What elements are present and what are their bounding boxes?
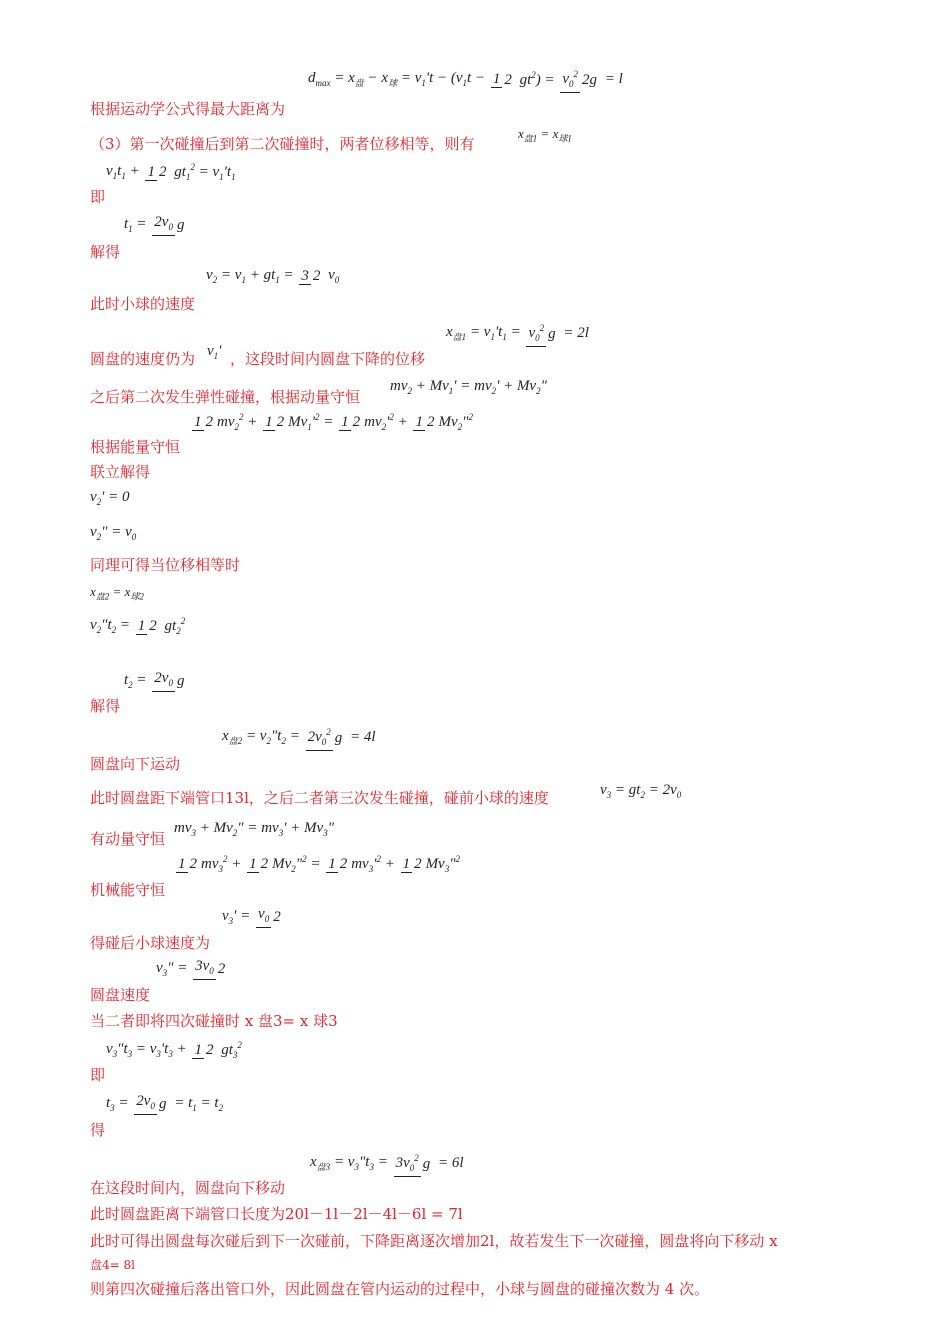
text-line: 解得 xyxy=(90,697,121,715)
formula-displacement-equal: $x_{盘1} = x_{球1}$ xyxy=(518,126,572,144)
text-line: 则第四次碰撞后落出管口外，因此圆盘在管内运动的过程中，小球与圆盘的碰撞次数为 4 次。 xyxy=(90,1280,710,1298)
formula-eq3: $v_3"t_3 = v_3't_3 + 1$ 2 $gt_3^2$ xyxy=(106,1040,242,1060)
text-line: 机械能守恒 xyxy=(90,881,166,899)
formula-t3: $t_3 = 2v_0$ $g = t_1 = t_2$ xyxy=(106,1093,224,1113)
formula-xpan1: $x_{盘1} = v_1't_1 = v_0^2$ g = 2l xyxy=(446,320,589,347)
text-line: ，这段时间内圆盘下降的位移 xyxy=(230,350,426,368)
formula-v2dprime: $v_2$" = $v_0$ xyxy=(90,524,137,542)
text-line: 在这段时间内，圆盘向下移动 xyxy=(90,1179,286,1197)
formula-xpan2: $x_{盘2}$ = $v_2"t_2 = 2v_0^2$ g = 4l xyxy=(222,724,376,751)
formula-v1prime: $v_1'$ xyxy=(207,343,222,361)
text-line: 根据运动学公式得最大距离为 xyxy=(90,100,286,118)
formula-momentum-2: $mv_2 + Mv_1' = mv_2' + Mv_2$" xyxy=(390,378,547,396)
text-line: 圆盘向下运动 xyxy=(90,755,181,773)
formula-xpan3: $x_{盘3}$ = $v_3"t_3 = 3v_0^2$ g = 6l xyxy=(310,1150,464,1177)
formula-v3dprime: $v_3$" = $3v_0$ 2 xyxy=(156,958,226,978)
text-line: 有动量守恒 xyxy=(90,830,166,848)
formula-t1: $t_1 = 2v_0$ g xyxy=(124,214,185,234)
formula-momentum-3: $mv_3 + Mv_2$" = $mv_3' + Mv_3$" xyxy=(174,820,334,838)
formula-eq1: $v_1t_1 + 1$ 2 $gt_1^2 = v_1't_1$ xyxy=(106,162,236,182)
formula-t2: $t_2 = 2v_0$ g xyxy=(124,670,185,690)
text-line: 即 xyxy=(90,188,106,206)
formula-v2: $v_2 = v_1 + gt_1 = 3$ 2 $v_0$ xyxy=(206,267,340,285)
text-line: 得 xyxy=(90,1121,106,1139)
text-line: 当二者即将四次碰撞时 x 盘3= x 球3 xyxy=(90,1012,338,1030)
text-line: 此时圆盘距下端管口13l，之后二者第三次发生碰撞，碰前小球的速度 xyxy=(90,789,549,807)
formula-energy-2: 1 2 $mv_2^2 + 1$ 2 $Mv_1'^2 = 1$ 2 $mv_2'^2 + 1$ 2 $Mv_2"^2$ xyxy=(194,412,473,432)
formula-max-distance: $d_{max} = x_盘 - x_球 = v_1't - (v_1t - 1$ 2 $gt^2) = v_0^2$ 2g = l xyxy=(308,66,623,93)
text-line: 圆盘速度 xyxy=(90,986,151,1004)
text-line: 此时小球的速度 xyxy=(90,295,196,313)
text-line: 此时圆盘距离下端管口长度为20l－1l－2l－4l－6l = 7l xyxy=(90,1205,463,1223)
text-line: 解得 xyxy=(90,243,121,261)
formula-v3: $v_3 = gt_2 = 2v_0$ xyxy=(600,782,682,800)
text-line: 圆盘的速度仍为 xyxy=(90,350,196,368)
formula-v2prime: $v_2' = 0$ xyxy=(90,489,130,507)
text-line: 之后第二次发生弹性碰撞，根据动量守恒 xyxy=(90,388,361,406)
formula-xpan2-equal: $x_{盘2} = x_{球2}$ xyxy=(90,584,144,602)
formula-v3prime: $v_3' = v_0$ 2 xyxy=(222,906,281,926)
text-line: （3）第一次碰撞后到第二次碰撞时，两者位移相等，则有 xyxy=(90,135,475,153)
text-line: 即 xyxy=(90,1066,106,1084)
text-line: 同理可得当位移相等时 xyxy=(90,556,241,574)
text-line: 此时可得出圆盘每次碰后到下一次碰前，下降距离逐次增加2l，故若发生下一次碰撞，圆盘将向下移动 x xyxy=(90,1232,778,1250)
text-line: 盘4= 8l xyxy=(90,1258,135,1272)
formula-eq2: $v_2"t_2 = 1$ 2 $gt_2^2$ xyxy=(90,616,186,636)
text-line: 联立解得 xyxy=(90,463,151,481)
text-line: 得碰后小球速度为 xyxy=(90,934,211,952)
formula-energy-3: 1 2 $mv_3^2 + 1$ 2 $Mv_2"^2 = 1$ 2 $mv_3'^2 + 1$ 2 $Mv_3"^2$ xyxy=(178,854,461,874)
text-line: 根据能量守恒 xyxy=(90,438,181,456)
